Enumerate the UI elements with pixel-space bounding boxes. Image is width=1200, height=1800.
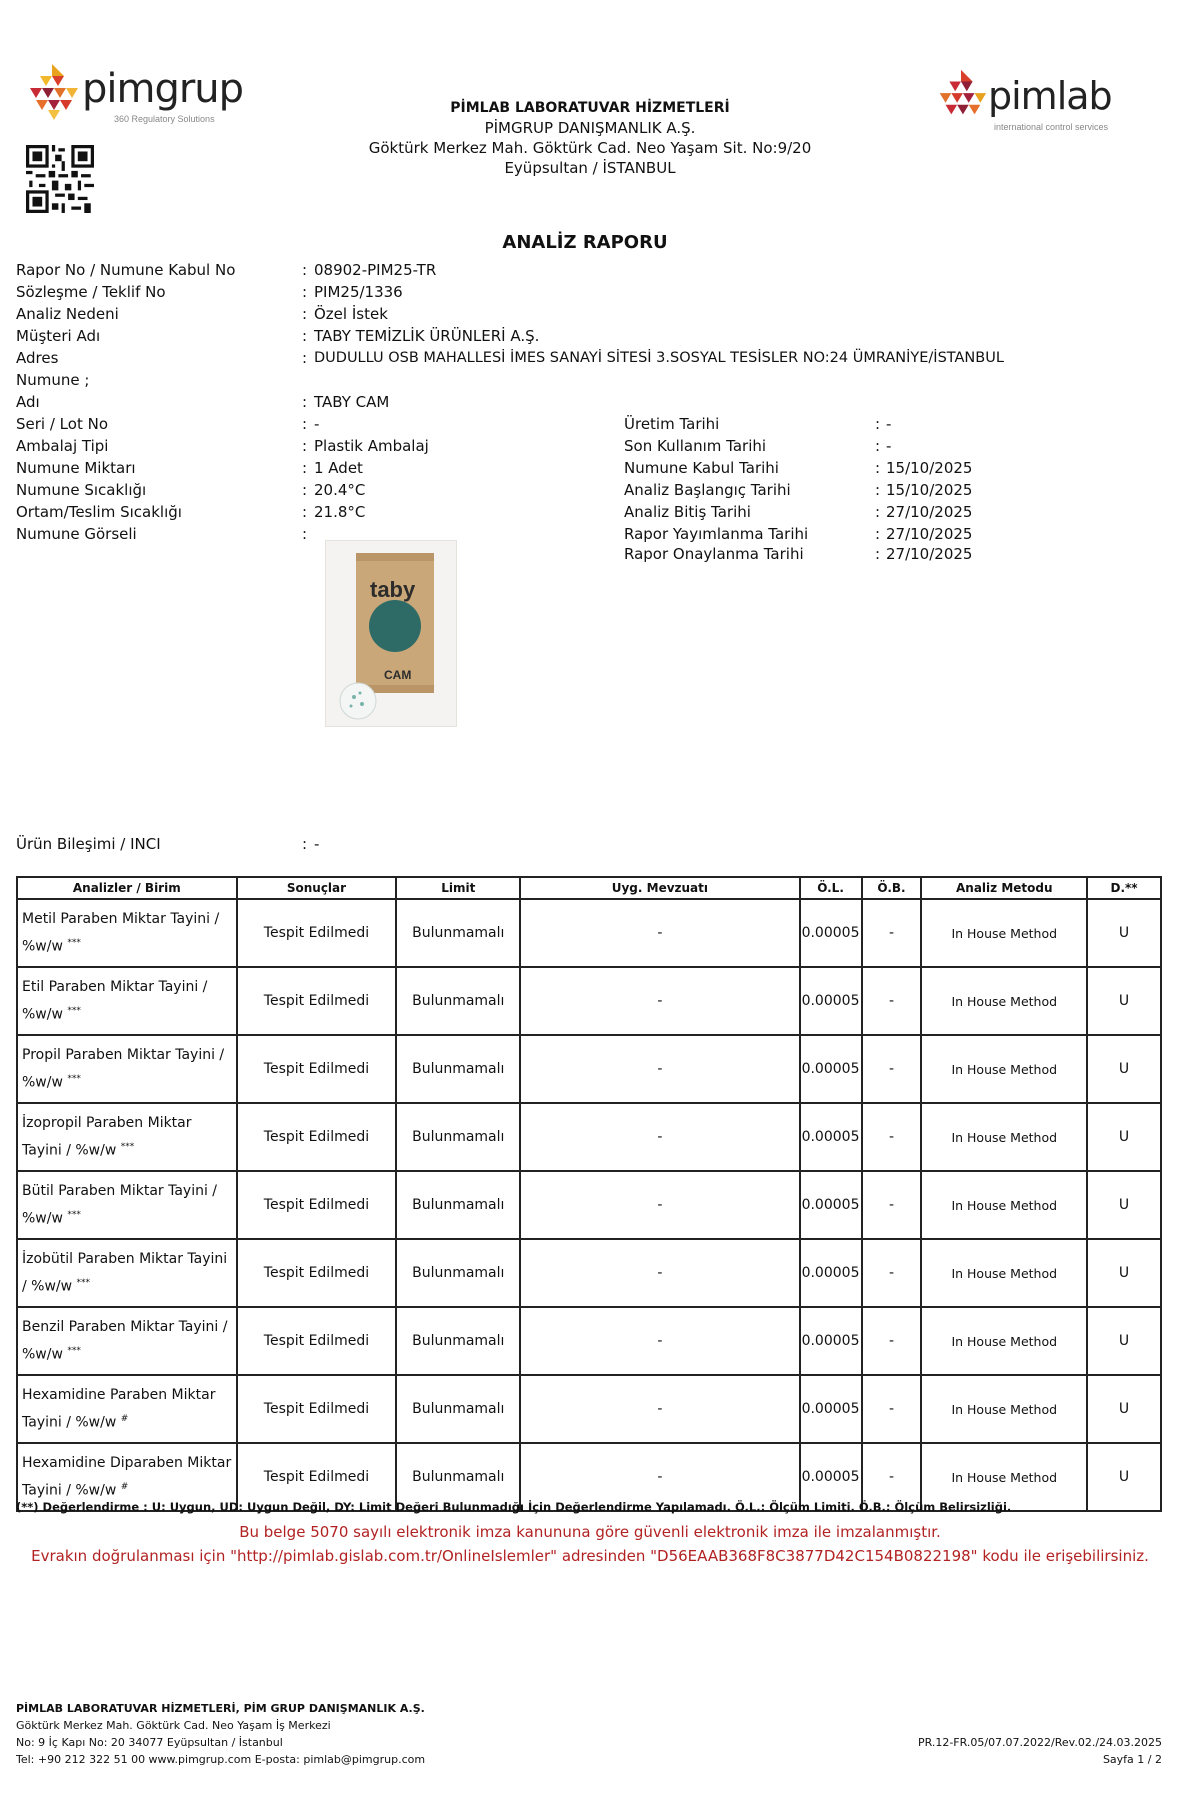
info-value: 27/10/2025 bbox=[886, 503, 973, 521]
info-label: Son Kullanım Tarihi bbox=[624, 437, 767, 455]
verification-note: Evrakın doğrulanması için "http://pimlab.gislab.com.tr/OnlineIslemler" adresinden "D56EAAB368F8C3877D42C154B0822198" kodu ile erişebilirsiniz. bbox=[31, 1547, 1149, 1565]
ob-cell: - bbox=[862, 1171, 922, 1239]
footnote-mark: *** bbox=[120, 1142, 135, 1153]
analysis-line1: Hexamidine Paraben Miktar bbox=[22, 1387, 216, 1404]
info-colon: : bbox=[302, 349, 308, 367]
info-colon: : bbox=[302, 437, 308, 455]
report-title: ANALİZ RAPORU bbox=[502, 232, 668, 253]
info-label: Seri / Lot No bbox=[16, 415, 108, 433]
info-value: 27/10/2025 bbox=[886, 545, 973, 563]
pimgrup-logo bbox=[22, 58, 244, 128]
analysis-name bbox=[17, 1171, 237, 1239]
limit-cell: Bulunmamalı bbox=[396, 1035, 520, 1103]
info-value: Özel İstek bbox=[314, 305, 388, 323]
sample-product-image bbox=[326, 541, 456, 726]
analysis-line2: Tayini / %w/w bbox=[22, 1414, 117, 1431]
analysis-line1: İzopropil Paraben Miktar bbox=[22, 1115, 192, 1132]
evaluation-cell: U bbox=[1087, 1171, 1161, 1239]
method-cell: In House Method bbox=[921, 1103, 1087, 1171]
info-colon: : bbox=[302, 327, 308, 345]
ol-cell: 0.00005 bbox=[800, 1375, 862, 1443]
regulation-cell: - bbox=[520, 1443, 799, 1511]
e-signature-note: Bu belge 5070 sayılı elektronik imza kanununa göre güvenli elektronik imza ile imzalanmıştır. bbox=[239, 1523, 941, 1541]
regulation-cell: - bbox=[520, 1375, 799, 1443]
analysis-line2: %w/w bbox=[22, 1074, 63, 1091]
limit-cell: Bulunmamalı bbox=[396, 1443, 520, 1511]
method-cell: In House Method bbox=[921, 1307, 1087, 1375]
info-label: Analiz Bitiş Tarihi bbox=[624, 503, 751, 521]
pimlab-mark-icon bbox=[932, 68, 990, 126]
ol-cell: 0.00005 bbox=[800, 1443, 862, 1511]
evaluation-cell: U bbox=[1087, 1239, 1161, 1307]
analysis-name bbox=[17, 1307, 237, 1375]
analysis-line2: %w/w bbox=[22, 938, 63, 955]
result-cell: Tespit Edilmedi bbox=[237, 1171, 397, 1239]
analysis-line1: Hexamidine Diparaben Miktar bbox=[22, 1455, 232, 1472]
info-label: Rapor No / Numune Kabul No bbox=[16, 261, 236, 279]
info-colon: : bbox=[875, 459, 881, 477]
info-value: PIM25/1336 bbox=[314, 283, 403, 301]
analysis-line1: Propil Paraben Miktar Tayini / bbox=[22, 1047, 225, 1064]
pimlab-logo bbox=[932, 62, 1132, 132]
results-table bbox=[16, 876, 1162, 1512]
evaluation-cell: U bbox=[1087, 1035, 1161, 1103]
analysis-name bbox=[17, 1375, 237, 1443]
col-header: Analiz Metodu bbox=[921, 877, 1087, 899]
pimgrup-tagline: 360 Regulatory Solutions bbox=[114, 114, 215, 124]
table-header-row bbox=[17, 877, 1161, 899]
info-value: 08902-PIM25-TR bbox=[314, 261, 437, 279]
info-colon: : bbox=[302, 393, 308, 411]
info-colon: : bbox=[875, 415, 881, 433]
info-value: 15/10/2025 bbox=[886, 459, 973, 477]
col-header: Ö.B. bbox=[862, 877, 922, 899]
pimgrup-mark-icon bbox=[22, 62, 82, 122]
info-label: Numune Miktarı bbox=[16, 459, 136, 477]
result-cell: Tespit Edilmedi bbox=[237, 967, 397, 1035]
info-label: Adres bbox=[16, 349, 59, 367]
ob-cell: - bbox=[862, 967, 922, 1035]
pimlab-tagline: international control services bbox=[994, 122, 1109, 132]
info-label: Sözleşme / Teklif No bbox=[16, 283, 166, 301]
pimgrup-wordmark: pimgrup bbox=[82, 66, 244, 112]
info-value: 1 Adet bbox=[314, 459, 363, 477]
table-row bbox=[17, 899, 1161, 967]
limit-cell: Bulunmamalı bbox=[396, 1171, 520, 1239]
footer-contact: Tel: +90 212 322 51 00 www.pimgrup.com E-posta: pimlab@pimgrup.com bbox=[16, 1753, 426, 1766]
regulation-cell: - bbox=[520, 899, 799, 967]
sample-photo bbox=[325, 540, 457, 727]
pimlab-wordmark: pimlab bbox=[988, 74, 1112, 118]
ol-cell: 0.00005 bbox=[800, 899, 862, 967]
evaluation-cell: U bbox=[1087, 1375, 1161, 1443]
result-cell: Tespit Edilmedi bbox=[237, 1443, 397, 1511]
evaluation-cell: U bbox=[1087, 1103, 1161, 1171]
info-label: Müşteri Adı bbox=[16, 327, 101, 345]
analysis-line1: Benzil Paraben Miktar Tayini / bbox=[22, 1319, 228, 1336]
method-cell: In House Method bbox=[921, 1035, 1087, 1103]
analysis-line2: %w/w bbox=[22, 1006, 63, 1023]
table-row bbox=[17, 1035, 1161, 1103]
info-value: 20.4°C bbox=[314, 481, 366, 499]
info-label: Üretim Tarihi bbox=[624, 415, 720, 433]
composition-label: Ürün Bileşimi / INCI bbox=[16, 835, 161, 853]
lab-company: PİMGRUP DANIŞMANLIK A.Ş. bbox=[484, 119, 696, 137]
lab-header bbox=[300, 98, 880, 178]
limit-cell: Bulunmamalı bbox=[396, 899, 520, 967]
method-cell: In House Method bbox=[921, 967, 1087, 1035]
col-header: Sonuçlar bbox=[237, 877, 397, 899]
ob-cell: - bbox=[862, 1307, 922, 1375]
info-label: Analiz Nedeni bbox=[16, 305, 119, 323]
analysis-line1: Bütil Paraben Miktar Tayini / bbox=[22, 1183, 218, 1200]
info-colon: : bbox=[302, 481, 308, 499]
info-value: - bbox=[886, 415, 892, 433]
info-colon: : bbox=[302, 835, 308, 853]
analysis-line2: / %w/w bbox=[22, 1278, 73, 1295]
ol-cell: 0.00005 bbox=[800, 1103, 862, 1171]
info-label: Numune Görseli bbox=[16, 525, 137, 543]
table-row bbox=[17, 1375, 1161, 1443]
lab-address-line2: Eyüpsultan / İSTANBUL bbox=[504, 159, 676, 177]
result-cell: Tespit Edilmedi bbox=[237, 1307, 397, 1375]
footnote-mark: # bbox=[120, 1482, 129, 1493]
evaluation-cell: U bbox=[1087, 967, 1161, 1035]
ol-cell: 0.00005 bbox=[800, 1307, 862, 1375]
info-value: DUDULLU OSB MAHALLESİ İMES SANAYİ SİTESİ 3.SOSYAL TESİSLER NO:24 ÜMRANİYE/İSTANBUL bbox=[314, 350, 1004, 366]
info-value: - bbox=[886, 437, 892, 455]
regulation-cell: - bbox=[520, 967, 799, 1035]
info-colon: : bbox=[302, 503, 308, 521]
footnote-mark: *** bbox=[67, 1006, 81, 1017]
footnote-mark: *** bbox=[76, 1278, 91, 1289]
sample-product: CAM bbox=[384, 668, 412, 682]
evaluation-cell: U bbox=[1087, 899, 1161, 967]
info-value: Plastik Ambalaj bbox=[314, 437, 429, 455]
table-row bbox=[17, 1307, 1161, 1375]
col-header: Limit bbox=[396, 877, 520, 899]
table-row bbox=[17, 967, 1161, 1035]
info-value: 15/10/2025 bbox=[886, 481, 973, 499]
info-colon: : bbox=[875, 525, 881, 543]
analysis-name bbox=[17, 899, 237, 967]
footnote-mark: *** bbox=[67, 938, 81, 949]
analysis-name bbox=[17, 1239, 237, 1307]
info-colon: : bbox=[302, 283, 308, 301]
analysis-line2: %w/w bbox=[22, 1346, 63, 1363]
info-label: Analiz Başlangıç Tarihi bbox=[624, 481, 791, 499]
composition-value: - bbox=[314, 835, 320, 853]
info-label: Numune Sıcaklığı bbox=[16, 481, 147, 499]
result-cell: Tespit Edilmedi bbox=[237, 1375, 397, 1443]
info-colon: : bbox=[875, 437, 881, 455]
ob-cell: - bbox=[862, 1239, 922, 1307]
table-row bbox=[17, 1239, 1161, 1307]
info-label: Adı bbox=[16, 393, 40, 411]
method-cell: In House Method bbox=[921, 1443, 1087, 1511]
footnote-mark: *** bbox=[67, 1210, 81, 1221]
info-label: Ortam/Teslim Sıcaklığı bbox=[16, 503, 182, 521]
regulation-cell: - bbox=[520, 1035, 799, 1103]
col-header: Analizler / Birim bbox=[17, 877, 237, 899]
method-cell: In House Method bbox=[921, 899, 1087, 967]
info-value: - bbox=[314, 415, 320, 433]
method-cell: In House Method bbox=[921, 1171, 1087, 1239]
page-number: Sayfa 1 / 2 bbox=[1102, 1753, 1162, 1766]
result-cell: Tespit Edilmedi bbox=[237, 1239, 397, 1307]
result-cell: Tespit Edilmedi bbox=[237, 899, 397, 967]
limit-cell: Bulunmamalı bbox=[396, 1239, 520, 1307]
analysis-name bbox=[17, 1103, 237, 1171]
footer-address bbox=[16, 1700, 425, 1768]
limit-cell: Bulunmamalı bbox=[396, 1375, 520, 1443]
info-colon: : bbox=[875, 503, 881, 521]
info-value: TABY TEMİZLİK ÜRÜNLERİ A.Ş. bbox=[314, 327, 540, 345]
regulation-cell: - bbox=[520, 1239, 799, 1307]
info-value: 27/10/2025 bbox=[886, 525, 973, 543]
footer-address-line2: No: 9 İç Kapı No: 20 34077 Eyüpsultan / İstanbul bbox=[16, 1736, 283, 1749]
info-label: Numune ; bbox=[16, 371, 90, 389]
footnote-mark: *** bbox=[67, 1346, 81, 1357]
table-row bbox=[17, 1171, 1161, 1239]
evaluation-cell: U bbox=[1087, 1443, 1161, 1511]
limit-cell: Bulunmamalı bbox=[396, 967, 520, 1035]
info-label: Numune Kabul Tarihi bbox=[624, 459, 779, 477]
method-cell: In House Method bbox=[921, 1239, 1087, 1307]
ob-cell: - bbox=[862, 1103, 922, 1171]
info-label: Rapor Yayımlanma Tarihi bbox=[624, 525, 809, 543]
regulation-cell: - bbox=[520, 1307, 799, 1375]
ol-cell: 0.00005 bbox=[800, 1035, 862, 1103]
lab-name: PİMLAB LABORATUVAR HİZMETLERİ bbox=[450, 100, 730, 116]
info-colon: : bbox=[302, 459, 308, 477]
info-value: TABY CAM bbox=[314, 393, 390, 411]
analysis-name bbox=[17, 1035, 237, 1103]
info-value: 21.8°C bbox=[314, 503, 366, 521]
result-cell: Tespit Edilmedi bbox=[237, 1103, 397, 1171]
ob-cell: - bbox=[862, 1443, 922, 1511]
ob-cell: - bbox=[862, 899, 922, 967]
info-colon: : bbox=[302, 261, 308, 279]
limit-cell: Bulunmamalı bbox=[396, 1103, 520, 1171]
info-colon: : bbox=[302, 525, 308, 543]
ol-cell: 0.00005 bbox=[800, 1171, 862, 1239]
table-row bbox=[17, 1103, 1161, 1171]
limit-cell: Bulunmamalı bbox=[396, 1307, 520, 1375]
info-colon: : bbox=[875, 545, 881, 563]
analysis-name bbox=[17, 967, 237, 1035]
result-cell: Tespit Edilmedi bbox=[237, 1035, 397, 1103]
footer-address-line1: Göktürk Merkez Mah. Göktürk Cad. Neo Yaşam İş Merkezi bbox=[16, 1719, 331, 1732]
ob-cell: - bbox=[862, 1035, 922, 1103]
footer-right bbox=[860, 1734, 1162, 1768]
ob-cell: - bbox=[862, 1375, 922, 1443]
footnote-mark: # bbox=[120, 1414, 129, 1425]
ol-cell: 0.00005 bbox=[800, 967, 862, 1035]
method-cell: In House Method bbox=[921, 1375, 1087, 1443]
info-colon: : bbox=[875, 481, 881, 499]
analysis-line2: Tayini / %w/w bbox=[22, 1142, 117, 1159]
lab-address-line1: Göktürk Merkez Mah. Göktürk Cad. Neo Yaşam Sit. No:9/20 bbox=[368, 139, 812, 157]
info-label: Rapor Onaylanma Tarihi bbox=[624, 545, 804, 563]
regulation-cell: - bbox=[520, 1103, 799, 1171]
analysis-line1: Metil Paraben Miktar Tayini / bbox=[22, 911, 220, 928]
col-header: Ö.L. bbox=[800, 877, 862, 899]
col-header: D.** bbox=[1087, 877, 1161, 899]
regulation-cell: - bbox=[520, 1171, 799, 1239]
info-colon: : bbox=[302, 305, 308, 323]
evaluation-legend: (**) Değerlendirme : U: Uygun, UD: Uygun Değil, DY: Limit Değeri Bulunmadığı İçin Değerlendirme Yapılamadı. Ö.L.: Ölçüm Limiti. Ö.B.: Ölçüm Belirsizliği. bbox=[16, 1500, 1012, 1514]
analysis-line1: Etil Paraben Miktar Tayini / bbox=[22, 979, 208, 996]
footnote-mark: *** bbox=[67, 1074, 81, 1085]
sample-brand: taby bbox=[370, 577, 416, 602]
ol-cell: 0.00005 bbox=[800, 1239, 862, 1307]
info-colon: : bbox=[302, 415, 308, 433]
qr-code-icon bbox=[26, 145, 94, 213]
footer-company: PİMLAB LABORATUVAR HİZMETLERİ, PİM GRUP DANIŞMANLIK A.Ş. bbox=[16, 1702, 425, 1715]
col-header: Uyg. Mevzuatı bbox=[520, 877, 799, 899]
info-label: Ambalaj Tipi bbox=[16, 437, 109, 455]
analysis-line2: Tayini / %w/w bbox=[22, 1482, 117, 1499]
analysis-line2: %w/w bbox=[22, 1210, 63, 1227]
analysis-line1: İzobütil Paraben Miktar Tayini bbox=[22, 1251, 228, 1268]
form-code: PR.12-FR.05/07.07.2022/Rev.02./24.03.2025 bbox=[917, 1736, 1162, 1749]
evaluation-cell: U bbox=[1087, 1307, 1161, 1375]
